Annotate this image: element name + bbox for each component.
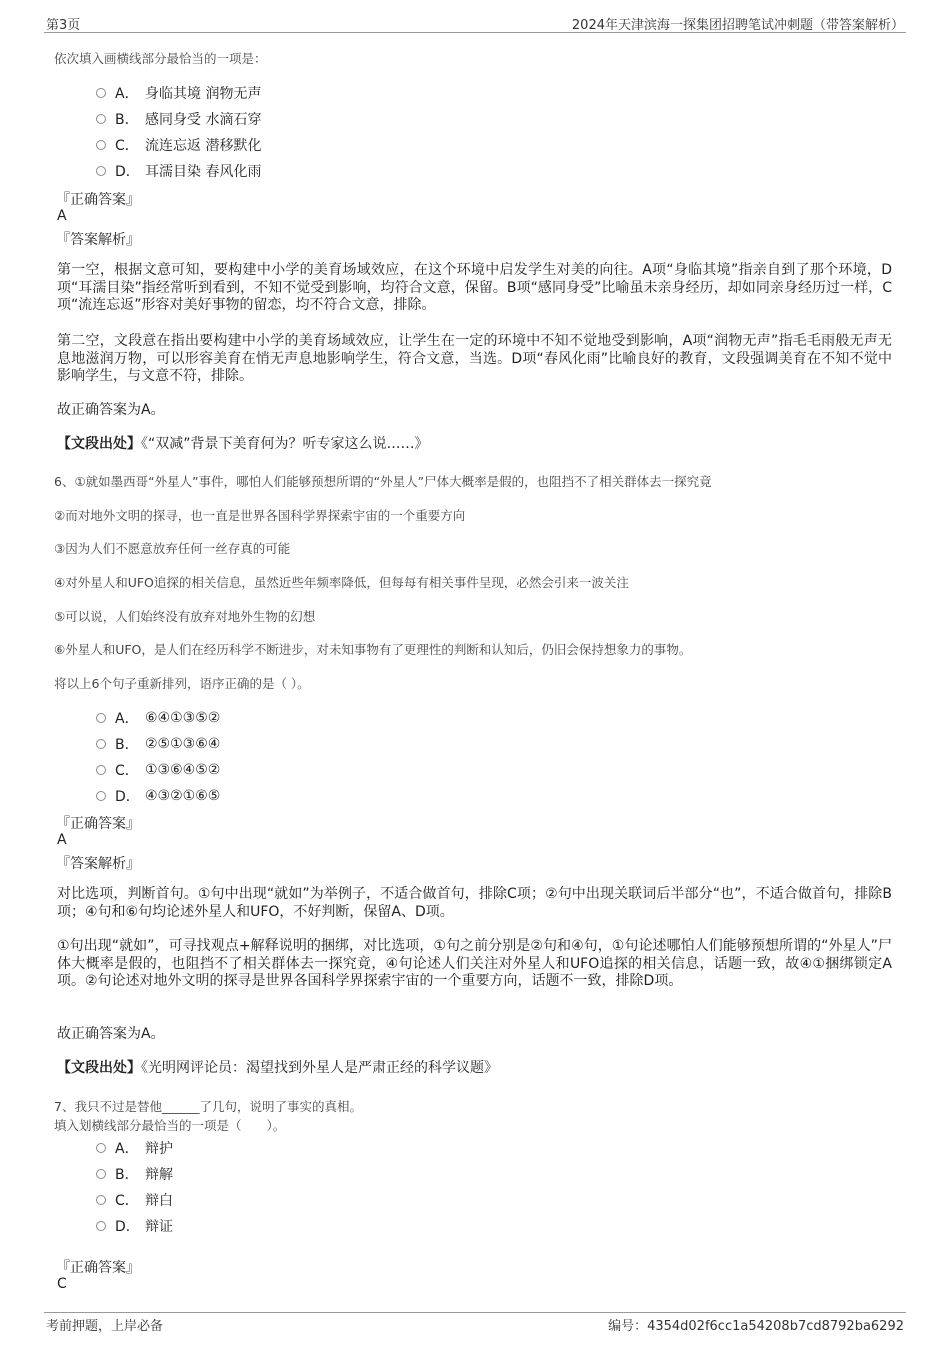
option-key: D． <box>115 789 140 805</box>
q6-analysis-label: 『答案解析』 <box>56 856 140 872</box>
option-text: 辩护 <box>145 1141 173 1157</box>
radio-icon[interactable] <box>96 739 106 749</box>
q5-conclusion: 故正确答案为A。 <box>57 402 165 418</box>
option-key: D． <box>115 1219 140 1235</box>
q5-analysis-label: 『答案解析』 <box>56 232 140 248</box>
q5-option-c[interactable] <box>96 135 261 155</box>
q5-analysis-paragraph-2: 第二空，文段意在指出要构建中小学的美育场域效应，让学生在一定的环境中不知不觉地受到影响，A项“润物无声”指毛毛雨般无声无息地滋润万物，可以形容美育在悄无声息地影响学生，符合文意，当选。D项“春风化雨”比喻良好的教育，文段强调美育在不知不觉中影响学生，与文意不符，排除。 <box>57 333 892 384</box>
radio-icon[interactable] <box>96 765 106 775</box>
q7-answer: C <box>57 1276 67 1292</box>
radio-icon[interactable] <box>96 114 106 124</box>
q5-prompt: 依次填入画横线部分最恰当的一项是： <box>54 51 267 66</box>
page-number: 第3页 <box>46 18 81 33</box>
footer-divider <box>44 1312 906 1313</box>
option-text: 身临其境 润物无声 <box>145 86 262 102</box>
q5-answer-label: 『正确答案』 <box>56 192 140 208</box>
q7-stem: 7、我只不过是替他______了几句，说明了事实的真相。 <box>54 1099 362 1114</box>
option-text: 辩解 <box>145 1167 173 1183</box>
option-text: ⑥④①③⑤② <box>145 710 221 726</box>
q6-sentence-6: ⑥外星人和UFO，是人们在经历科学不断进步，对未知事物有了更理性的判断和认知后，仍旧会保持想象力的事物。 <box>54 642 692 657</box>
source-label: 【文段出处】 <box>57 436 141 452</box>
option-text: 流连忘返 潜移默化 <box>145 138 262 154</box>
source-text: 《光明网评论员：渴望找到外星人是严肃正经的科学议题》 <box>141 1060 498 1076</box>
option-key: A． <box>115 1141 139 1157</box>
q6-source <box>57 1060 892 1078</box>
option-key: B． <box>115 1167 139 1183</box>
q7-option-b[interactable] <box>96 1164 173 1184</box>
option-key: B． <box>115 112 139 128</box>
radio-icon[interactable] <box>96 1195 106 1205</box>
q6-sentence-5: ⑤可以说，人们始终没有放弃对地外生物的幻想 <box>54 609 316 624</box>
q6-option-c[interactable] <box>96 760 220 780</box>
radio-icon[interactable] <box>96 1169 106 1179</box>
q6-conclusion: 故正确答案为A。 <box>57 1026 165 1042</box>
q5-analysis-paragraph-1: 第一空，根据文意可知，要构建中小学的美育场域效应，在这个环境中启发学生对美的向往。A项“身临其境”指亲自到了那个环境，D项“耳濡目染”指经常听到看到，不知不觉受到影响，均符合文意，保留。B项“感同身受”比喻虽未亲身经历，却如同亲身经历过一样，C项“流连忘返”形容对美好事物的留恋，均不符合文意，排除。 <box>57 262 892 313</box>
option-text: ②⑤①③⑥④ <box>145 736 221 752</box>
q5-option-d[interactable] <box>96 161 261 181</box>
option-key: C． <box>115 763 139 779</box>
option-text: ①③⑥④⑤② <box>145 762 221 778</box>
q6-prompt: 将以上6个句子重新排列，语序正确的是（ ）。 <box>54 676 310 691</box>
q6-sentence-2: ②而对地外文明的探寻，也一直是世界各国科学界探索宇宙的一个重要方向 <box>54 508 466 523</box>
footer-slogan: 考前押题，上岸必备 <box>46 1319 164 1334</box>
document-code: 编号：4354d02f6cc1a54208b7cd8792ba6292 <box>608 1319 904 1334</box>
option-key: A． <box>115 711 139 727</box>
source-text: 《“双减”背景下美育何为？听专家这么说……》 <box>141 436 429 452</box>
option-text: 耳濡目染 春风化雨 <box>145 164 262 180</box>
q5-answer: A <box>57 208 67 224</box>
q6-answer-label: 『正确答案』 <box>56 816 140 832</box>
q6-sentence-3: ③因为人们不愿意放弃任何一丝存真的可能 <box>54 541 291 556</box>
radio-icon[interactable] <box>96 1143 106 1153</box>
header-divider <box>44 32 906 33</box>
q7-option-c[interactable] <box>96 1190 173 1210</box>
document-title: 2024年天津滨海一探集团招聘笔试冲刺题（带答案解析） <box>571 18 904 33</box>
option-key: D． <box>115 164 140 180</box>
q7-answer-label: 『正确答案』 <box>56 1260 140 1276</box>
q5-option-a[interactable] <box>96 83 261 103</box>
radio-icon[interactable] <box>96 140 106 150</box>
q5-option-b[interactable] <box>96 109 261 129</box>
q6-option-b[interactable] <box>96 734 220 754</box>
q7-option-a[interactable] <box>96 1138 173 1158</box>
q6-answer: A <box>57 832 67 848</box>
q6-option-d[interactable] <box>96 786 220 806</box>
option-key: C． <box>115 138 139 154</box>
option-text: 辩证 <box>145 1219 173 1235</box>
q7-prompt: 填入划横线部分最恰当的一项是（ ）。 <box>54 1118 286 1133</box>
option-text: 感同身受 水滴石穿 <box>145 112 262 128</box>
option-text: 辩白 <box>145 1193 173 1209</box>
q6-option-a[interactable] <box>96 708 220 728</box>
q6-sentence-4: ④对外星人和UFO追探的相关信息，虽然近些年频率降低，但每每有相关事件呈现，必然会引来一波关注 <box>54 575 629 590</box>
option-key: C． <box>115 1193 139 1209</box>
option-key: B． <box>115 737 139 753</box>
radio-icon[interactable] <box>96 791 106 801</box>
radio-icon[interactable] <box>96 1221 106 1231</box>
q6-sentence-1: 6、①就如墨西哥“外星人”事件，哪怕人们能够预想所谓的“外星人”尸体大概率是假的，也阻挡不了相关群体去一探究竟 <box>54 474 712 489</box>
option-text: ④③②①⑥⑤ <box>145 788 221 804</box>
q6-analysis-paragraph-2: ①句出现“就如”，可寻找观点+解释说明的捆绑，对比选项，①句之前分别是②句和④句，①句论述哪怕人们能够预想所谓的“外星人”尸体大概率是假的，也阻挡不了相关群体去一探究竟，④句论述人们关注对外星人和UFO追探的相关信息，话题一致，故④①捆绑锁定A项。②句论述对地外文明的探寻是世界各国科学界探索宇宙的一个重要方向，话题不一致，排除D项。 <box>57 938 892 989</box>
q5-source <box>57 436 892 454</box>
radio-icon[interactable] <box>96 166 106 176</box>
q7-option-d[interactable] <box>96 1216 173 1236</box>
q6-analysis-paragraph-1: 对比选项，判断首句。①句中出现“就如”为举例子，不适合做首句，排除C项；②句中出现关联词后半部分“也”，不适合做首句，排除B项；④句和⑥句均论述外星人和UFO，不好判断，保留A、D项。 <box>57 886 892 920</box>
radio-icon[interactable] <box>96 88 106 98</box>
source-label: 【文段出处】 <box>57 1060 141 1076</box>
option-key: A． <box>115 86 139 102</box>
radio-icon[interactable] <box>96 713 106 723</box>
